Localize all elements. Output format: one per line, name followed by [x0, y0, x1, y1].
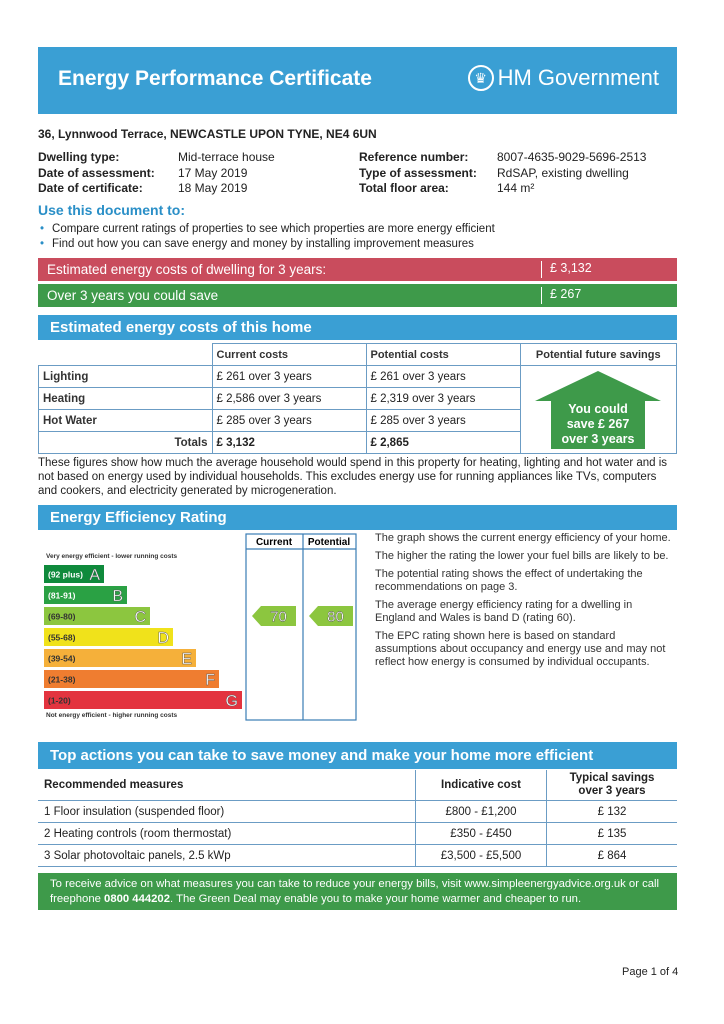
eer-band-letter: E [181, 651, 192, 668]
savings-cell: £ 132 [547, 801, 678, 823]
certificate-header [38, 47, 677, 114]
detail-row: Reference number: 8007-4635-9029-5696-2513 [359, 150, 647, 164]
current-cost-cell: £ 2,586 over 3 years [212, 388, 366, 410]
estimated-cost-value: £ 3,132 [541, 261, 592, 278]
section-title: Top actions you can take to save money and make your home more efficient [50, 747, 594, 764]
section-title: Energy Efficiency Rating [50, 509, 227, 526]
eer-band-letter: B [112, 588, 123, 605]
eer-bands [44, 565, 242, 710]
eer-paragraph: The higher the rating the lower your fuel bills are likely to be. [375, 550, 669, 562]
eer-heading [38, 505, 677, 530]
col-measures: Recommended measures [38, 770, 416, 801]
col-savings-line-1: Typical savings [569, 772, 655, 784]
totals-potential: £ 2,865 [366, 432, 520, 454]
eer-band-g [44, 691, 242, 709]
eer-band-letter: A [89, 567, 100, 584]
savings-bar [38, 284, 677, 307]
table-row [38, 823, 677, 845]
page-number: Page 1 of 4 [622, 966, 679, 978]
hm-government-text: HM Government [497, 65, 659, 90]
potential-cost-cell: £ 285 over 3 years [366, 410, 520, 432]
certificate-title: Energy Performance Certificate [58, 67, 372, 90]
eer-band-letter: D [157, 630, 169, 647]
savings-arrow-cell [520, 366, 677, 454]
table-header-row [39, 344, 677, 366]
totals-label: Totals [39, 432, 213, 454]
eer-col-potential: Potential [307, 537, 351, 548]
details-left [38, 150, 275, 197]
table-row [38, 801, 677, 823]
eer-band-letter: C [134, 609, 146, 626]
eer-col-current: Current [255, 537, 293, 548]
eer-paragraph: The EPC rating shown here is based on standard assumptions about occupancy and energy use and may not reflect how energy is consumed by individual occupants. [375, 630, 666, 668]
detail-row: Date of assessment: 17 May 2019 [38, 165, 248, 180]
measure-cell: 1 Floor insulation (suspended floor) [38, 801, 416, 823]
cost-cell: £800 - £1,200 [416, 801, 547, 823]
eer-band-letter: F [205, 672, 215, 689]
savings-value: £ 267 [541, 287, 581, 304]
current-cost-cell: £ 285 over 3 years [212, 410, 366, 432]
col-potential-costs: Potential costs [366, 344, 520, 366]
measure-cell: 3 Solar photovoltaic panels, 2.5 kWp [38, 845, 416, 867]
savings-arrow-icon [533, 369, 663, 451]
eer-band-range: (21-38) [48, 674, 76, 685]
costs-explanation: These figures show how much the average household would spend in this property for heating, lighting and hot water and is not based on energy used by individual households. This excludes energy use for running appliances like TVs, computers and cookers, and electricity generated by microgeneration. [38, 457, 668, 497]
potential-cost-cell: £ 261 over 3 years [366, 366, 520, 388]
eer-chart-svg [38, 532, 358, 722]
top-actions-heading [38, 742, 677, 769]
advice-banner [38, 873, 677, 910]
row-label: Heating [39, 388, 213, 410]
eer-band-range: (81-91) [48, 590, 76, 601]
col-indicative-cost: Indicative cost [416, 770, 547, 801]
eer-band-range: (39-54) [48, 653, 76, 664]
eer-current-value: 70 [270, 608, 287, 626]
detail-row: Type of assessment: RdSAP, existing dwelling [359, 165, 629, 180]
measures-table [38, 770, 677, 867]
col-current-costs: Current costs [212, 344, 366, 366]
property-address: 36, Lynnwood Terrace, NEWCASTLE UPON TYNE, NE4 6UN [38, 127, 377, 141]
eer-explanation [375, 532, 675, 674]
list-item: • Find out how you can save energy and money by installing improvement measures [40, 237, 495, 252]
measure-cell: 2 Heating controls (room thermostat) [38, 823, 416, 845]
cost-cell: £3,500 - £5,500 [416, 845, 547, 867]
row-label: Lighting [39, 366, 213, 388]
eer-paragraph: The potential rating shows the effect of undertaking the recommendations on page 3. [375, 568, 643, 593]
royal-crest-icon: ♛ [468, 65, 494, 91]
savings-cell: £ 135 [547, 823, 678, 845]
table-row [38, 845, 677, 867]
totals-current: £ 3,132 [212, 432, 366, 454]
detail-row: Dwelling type: Mid-terrace house [38, 150, 275, 164]
eer-band-range: (1-20) [48, 695, 71, 706]
savings-cell: £ 864 [547, 845, 678, 867]
freephone-number: 0800 444202 [104, 893, 170, 905]
col-future-savings: Potential future savings [520, 344, 677, 366]
advice-text: To receive advice on what measures you can take to reduce your energy bills, visit www.simpleenergyadvice.org.uk or call freephone 0800 444202. The Green Deal may enable you to make your home warmer and cheaper to run. [50, 878, 660, 905]
table-header-row [38, 770, 677, 801]
energy-costs-table [38, 343, 677, 454]
detail-row: Total floor area: 144 m² [359, 181, 535, 195]
detail-row: Date of certificate: 18 May 2019 [38, 181, 248, 195]
eer-band-range: (92 plus) [48, 569, 83, 580]
cost-cell: £350 - £450 [416, 823, 547, 845]
list-item: • Compare current ratings of properties to see which properties are more energy efficient [40, 222, 495, 237]
eer-band-range: (69-80) [48, 611, 76, 622]
use-document-heading: Use this document to: [38, 202, 186, 218]
eer-potential-value: 80 [327, 608, 344, 626]
table-row [39, 366, 677, 388]
savings-line-3: over 3 years [561, 431, 635, 446]
row-label: Hot Water [39, 410, 213, 432]
col-savings-line-2: over 3 years [578, 785, 646, 797]
empty-header [39, 344, 213, 366]
section-title: Estimated energy costs of this home [50, 319, 312, 336]
eer-chart [38, 532, 358, 722]
current-cost-cell: £ 261 over 3 years [212, 366, 366, 388]
eer-band-range: (55-68) [48, 632, 76, 643]
eer-paragraph: The graph shows the current energy efficiency of your home. [375, 532, 671, 544]
details-right [359, 150, 646, 197]
potential-cost-cell: £ 2,319 over 3 years [366, 388, 520, 410]
eer-top-note: Very energy efficient - lower running costs [46, 553, 178, 560]
eer-bottom-note: Not energy efficient - higher running costs [46, 712, 178, 719]
estimated-cost-label: Estimated energy costs of dwelling for 3 years: [47, 262, 327, 277]
savings-line-1: You could [568, 401, 628, 416]
energy-costs-heading [38, 315, 677, 340]
eer-band-letter: G [225, 693, 238, 710]
savings-label: Over 3 years you could save [47, 288, 219, 303]
savings-line-2: save £ 267 [566, 416, 630, 431]
col-typical-savings [547, 770, 678, 801]
hm-government-logo [468, 65, 659, 91]
use-document-list [40, 222, 495, 252]
estimated-cost-bar [38, 258, 677, 281]
eer-paragraph: The average energy efficiency rating for a dwelling in England and Wales is band D (rating 60). [375, 599, 633, 624]
